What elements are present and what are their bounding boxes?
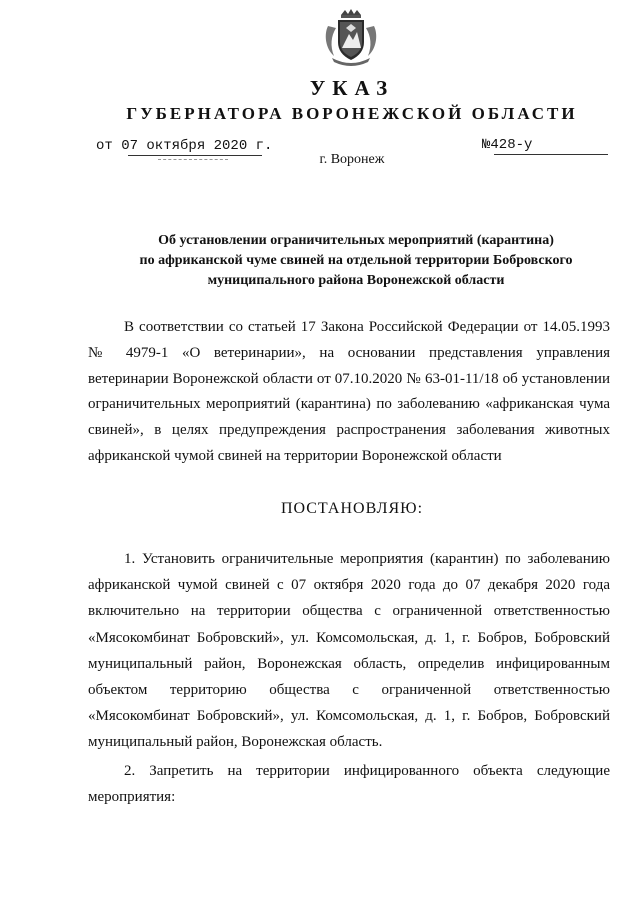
decree-item: 1. Установить ограничительные мероприятия (карантин) по заболеванию африканской чумой свиней с 07 октября 2020 года до 07 декабря 2020 года включительно на территории общества с ограниченной ответственностью «Мясокомбинат Бобровский», ул. Комсомольская, д. 1, г. Бобров, Бобровский муниципальный район, Воронежская область, определив инфицированным объектом территорию общества с ограниченной ответственностью «Мясокомбинат Бобровский», ул. Комсомольская, д. 1, г. Бобров, Бобровский муниципальный район, Воронежская область. bbox=[88, 551, 610, 751]
subject-line: по африканской чуме свиней на отдельной территории Бобровского bbox=[139, 253, 573, 268]
decree-items bbox=[88, 546, 610, 810]
subject-line: Об установлении ограничительных мероприятий (карантина) bbox=[158, 233, 554, 248]
document-subject bbox=[96, 231, 616, 291]
coat-of-arms-icon bbox=[322, 8, 380, 70]
decree-item: 2. Запретить на территории инфицированного объекта следующие мероприятия: bbox=[88, 762, 610, 805]
document-preamble bbox=[88, 315, 610, 470]
subject-line: муниципального района Воронежской области bbox=[207, 273, 505, 288]
document-title: УКАЗ bbox=[309, 76, 395, 100]
preamble-paragraph: В соответствии со статьей 17 Закона Российской Федерации от 14.05.1993 № 4979-1 «О ветеринарии», на основании представления управления ветеринарии Воронежской области от 07.10.2020 № 63-01-11/18 об установлении ограничительных мероприятий (карантина) по заболеванию «африканская чума свиней», в целях предупреждения распространения заболевания животных африканской чумой свиней на территории Воронежской области bbox=[88, 319, 610, 464]
document-number-line bbox=[482, 137, 532, 153]
document-date: от 07 октября 2020 г. bbox=[96, 138, 273, 154]
document-city: г. Воронеж bbox=[319, 152, 385, 167]
number-prefix: № bbox=[482, 137, 491, 153]
document-issuer: ГУБЕРНАТОРА ВОРОНЕЖСКОЙ ОБЛАСТИ bbox=[126, 104, 578, 123]
document-number: 428-у bbox=[490, 137, 533, 153]
decree-heading: ПОСТАНОВЛЯЮ: bbox=[280, 500, 424, 517]
